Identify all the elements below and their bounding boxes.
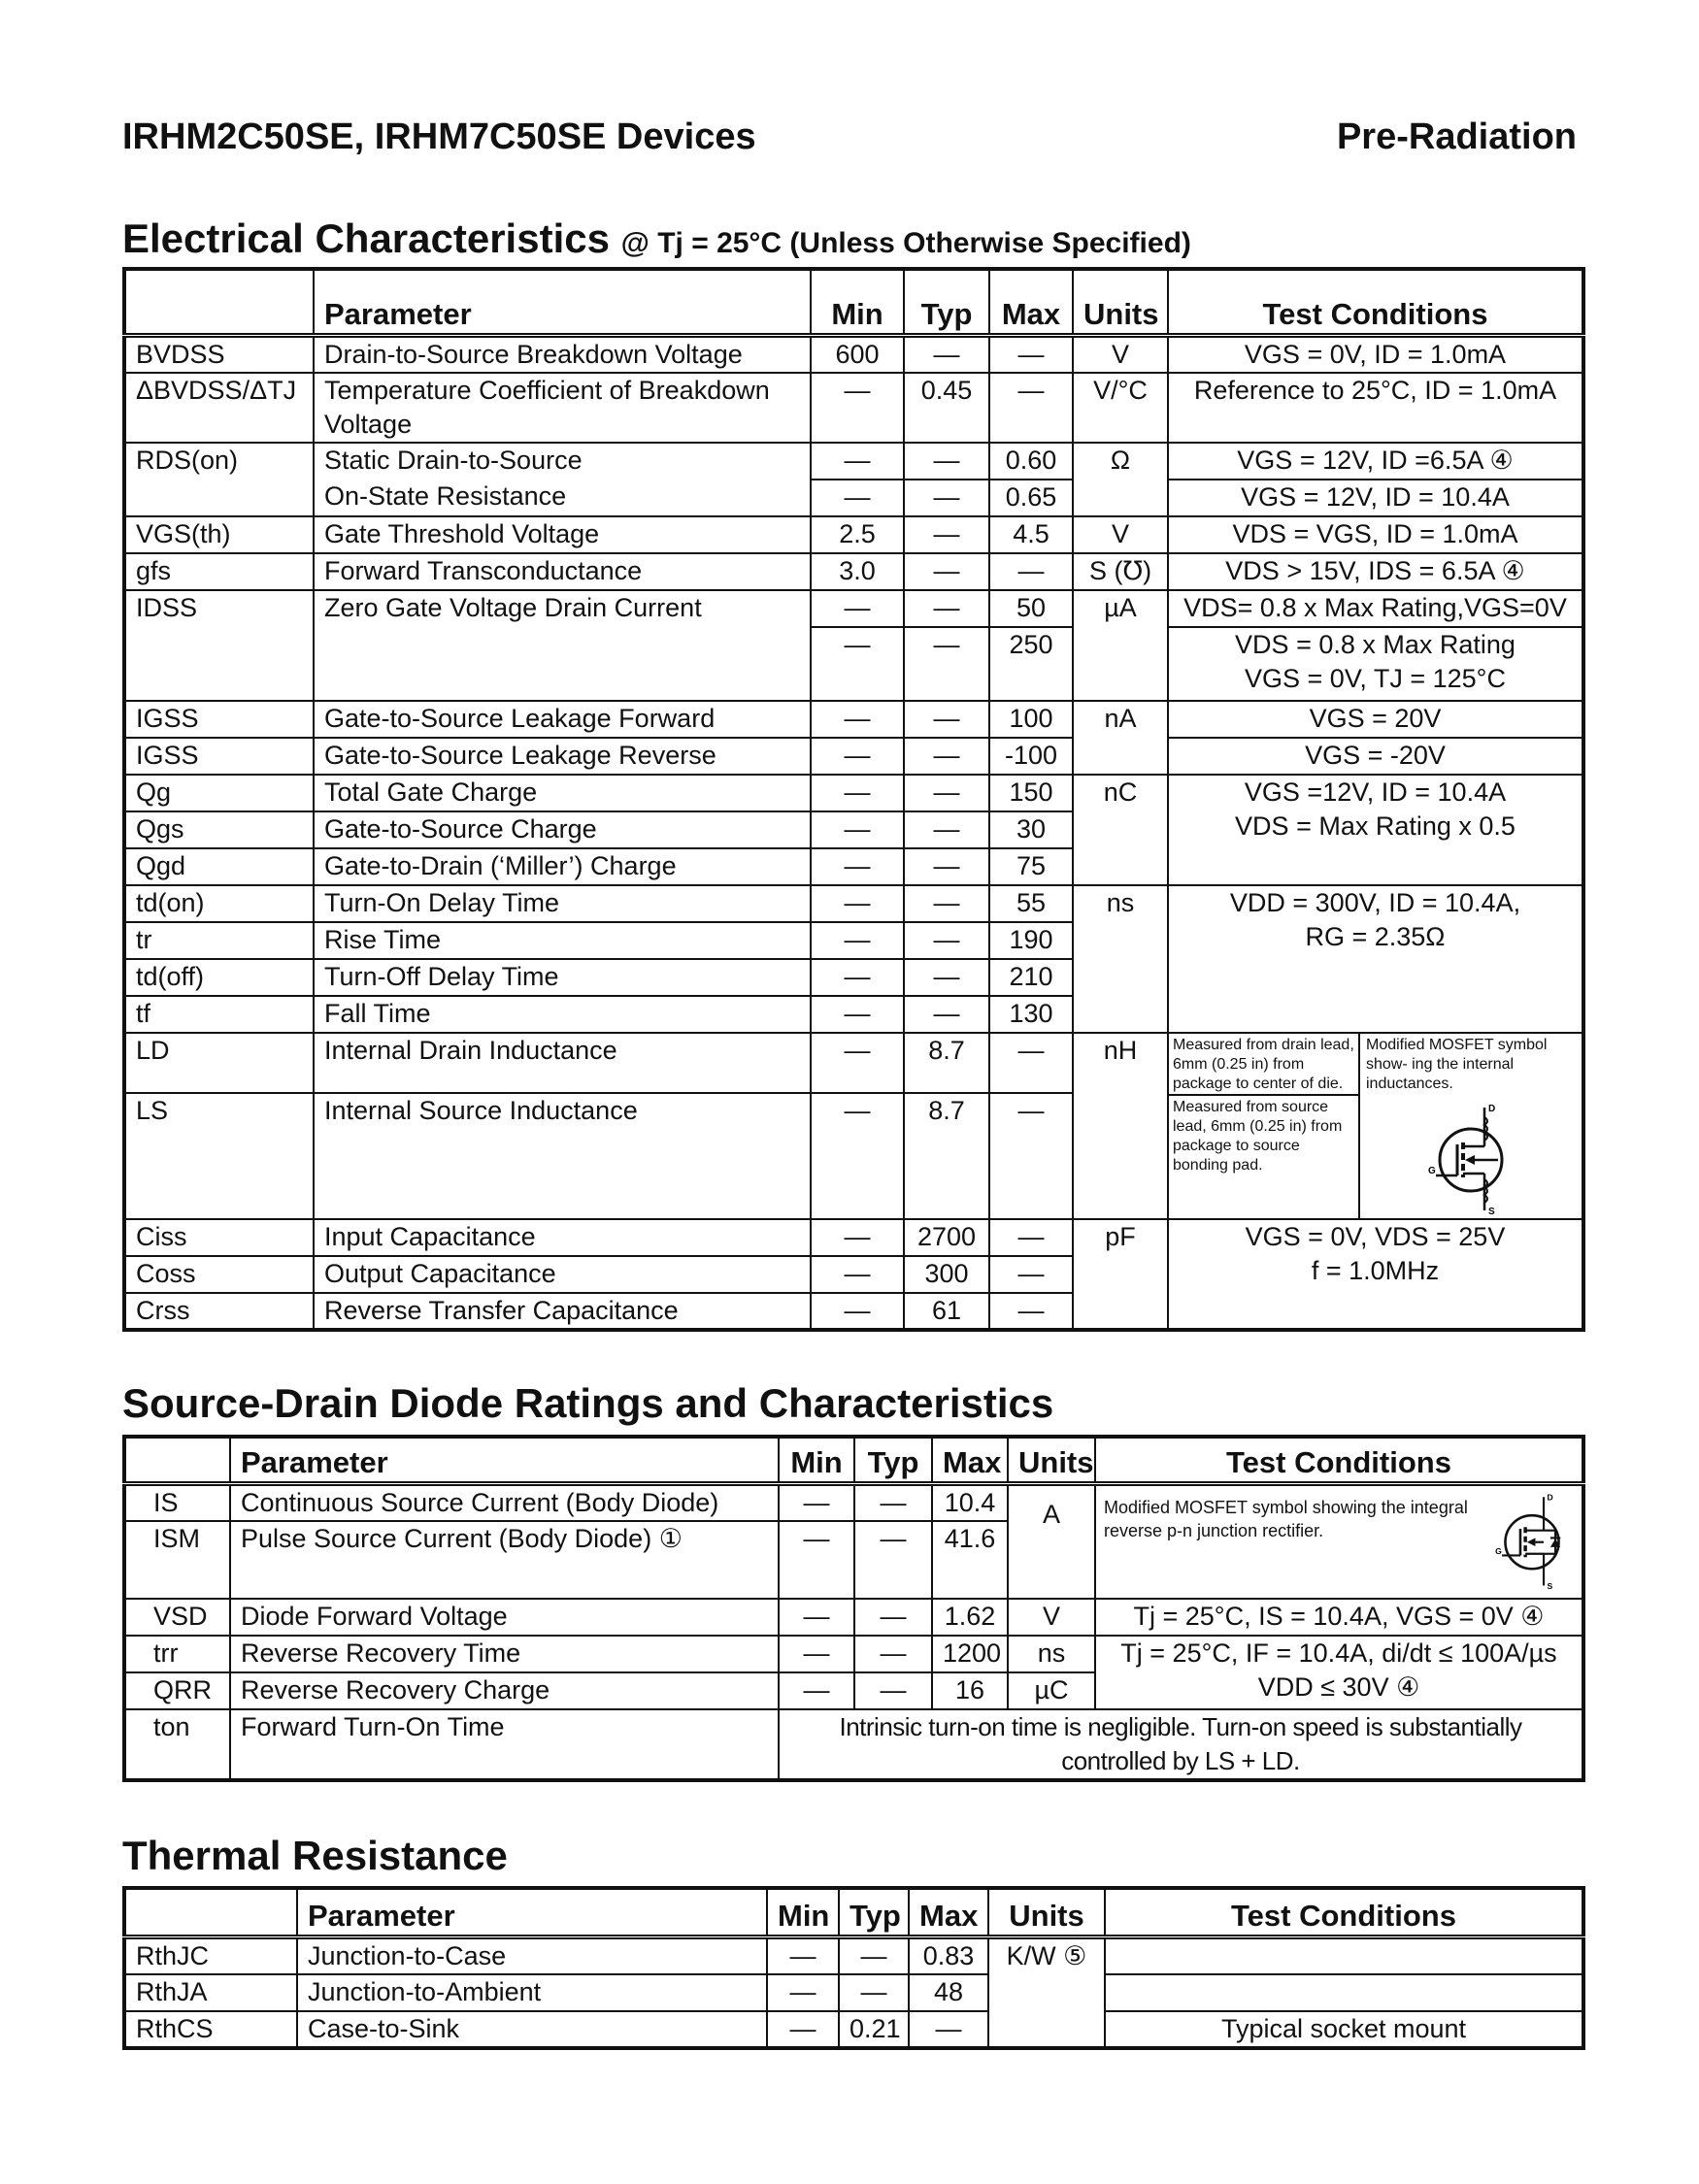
row-max: 4.5 bbox=[989, 516, 1073, 553]
row-symbol: BVDSS bbox=[124, 335, 314, 373]
row-typ: 8.7 bbox=[904, 1093, 989, 1218]
row-max: 55 bbox=[989, 885, 1073, 922]
col-units: Units bbox=[988, 1888, 1105, 1936]
row-typ: — bbox=[904, 627, 989, 701]
row-max: -100 bbox=[989, 738, 1073, 775]
col-parameter: Parameter bbox=[230, 1437, 779, 1483]
row-parameter: Drain-to-Source Breakdown Voltage bbox=[314, 335, 811, 373]
thermal-title: Thermal Resistance bbox=[122, 1833, 508, 1878]
row-min: — bbox=[767, 1936, 839, 1974]
row-min: — bbox=[779, 1672, 854, 1709]
col-typ: Typ bbox=[839, 1888, 909, 1936]
row-symbol: tf bbox=[124, 996, 314, 1033]
table-row bbox=[124, 335, 1583, 373]
row-parameter: Gate-to-Source Leakage Reverse bbox=[314, 738, 811, 775]
row-min: — bbox=[767, 2011, 839, 2048]
row-max: 210 bbox=[989, 959, 1073, 996]
row-typ: — bbox=[839, 1936, 909, 1974]
condition-text: VDS > 15V, IDS = 6.5A ④ bbox=[1225, 555, 1525, 585]
row-units: µC bbox=[1008, 1672, 1095, 1709]
condition-text: Tj = 25°C, IF = 10.4A, di/dt ≤ 100A/µs bbox=[1120, 1638, 1557, 1668]
row-max: — bbox=[989, 1256, 1073, 1293]
row-symbol: Qgs bbox=[124, 811, 314, 848]
row-conditions bbox=[1168, 885, 1583, 1033]
electrical-subtitle: @ Tj = 25°C (Unless Otherwise Specified) bbox=[620, 227, 1191, 259]
row-symbol: RthJC bbox=[124, 1936, 297, 1974]
col-symbol bbox=[124, 269, 314, 335]
row-min: — bbox=[811, 627, 904, 701]
row-parameter: Turn-Off Delay Time bbox=[314, 959, 811, 996]
row-max: 130 bbox=[989, 996, 1073, 1033]
row-conditions: Typical socket mount bbox=[1105, 2011, 1583, 2048]
diode-title: Source-Drain Diode Ratings and Characteristics bbox=[122, 1380, 1054, 1426]
row-min: — bbox=[779, 1521, 854, 1599]
row-units: V bbox=[1073, 335, 1168, 373]
row-symbol: Coss bbox=[124, 1256, 314, 1293]
condition-text: VGS = 0V, ID = 1.0mA bbox=[1244, 339, 1507, 369]
condition-text: VDS= 0.8 x Max Rating,VGS=0V bbox=[1183, 592, 1567, 622]
row-parameter: Junction-to-Ambient bbox=[297, 1974, 767, 2011]
col-symbol bbox=[124, 1888, 297, 1936]
row-min: 2.5 bbox=[811, 516, 904, 553]
row-min: — bbox=[811, 590, 904, 627]
ls-note: Measured from source lead, 6mm (0.25 in) from package to source bonding pad. bbox=[1173, 1098, 1343, 1174]
device-header: IRHM2C50SE, IRHM7C50SE Devices bbox=[122, 116, 756, 157]
row-conditions bbox=[1105, 1974, 1583, 2011]
row-symbol: Qgd bbox=[124, 848, 314, 885]
col-units: Units bbox=[1008, 1437, 1095, 1483]
row-typ: — bbox=[904, 443, 989, 480]
row-symbol: RDS(on) bbox=[124, 443, 314, 516]
condition-text: VGS =12V, ID = 10.4A bbox=[1244, 777, 1507, 807]
row-typ: — bbox=[904, 738, 989, 775]
row-max: 16 bbox=[932, 1672, 1008, 1709]
table-row bbox=[124, 1033, 1583, 1094]
row-typ: 0.45 bbox=[904, 373, 989, 443]
row-conditions bbox=[1168, 775, 1583, 885]
row-parameter: Rise Time bbox=[314, 922, 811, 959]
col-conditions: Test Conditions bbox=[1105, 1888, 1583, 1936]
condition-text-2: RG = 2.35Ω bbox=[1305, 921, 1446, 951]
col-typ: Typ bbox=[904, 269, 989, 335]
row-min: 3.0 bbox=[811, 553, 904, 590]
condition-text: VGS = 12V, ID = 10.4A bbox=[1241, 481, 1510, 512]
inductance-conditions bbox=[1168, 1033, 1583, 1219]
row-conditions bbox=[1168, 335, 1583, 373]
row-units: Ω bbox=[1073, 443, 1168, 516]
row-max: — bbox=[989, 1219, 1073, 1256]
col-parameter: Parameter bbox=[297, 1888, 767, 1936]
table-row bbox=[124, 885, 1583, 922]
svg-text:S: S bbox=[1488, 1206, 1495, 1216]
condition-text: VDS = VGS, ID = 1.0mA bbox=[1232, 518, 1518, 548]
condition-text: VGS = 0V, VDS = 25V bbox=[1245, 1221, 1506, 1251]
row-max: 1200 bbox=[932, 1636, 1008, 1672]
col-parameter: Parameter bbox=[314, 269, 811, 335]
row-typ: — bbox=[854, 1599, 932, 1636]
row-min: — bbox=[811, 443, 904, 480]
row-max: 100 bbox=[989, 701, 1073, 738]
table-row bbox=[124, 1599, 1583, 1636]
row-symbol: IDSS bbox=[124, 590, 314, 701]
row-parameter: Zero Gate Voltage Drain Current bbox=[314, 590, 811, 701]
row-parameter: Gate-to-Drain (‘Miller’) Charge bbox=[314, 848, 811, 885]
row-typ: — bbox=[904, 959, 989, 996]
row-typ: — bbox=[904, 553, 989, 590]
table-row bbox=[124, 480, 1583, 516]
row-max: 41.6 bbox=[932, 1521, 1008, 1599]
table-row bbox=[124, 1974, 1583, 2011]
condition-text: VGS = -20V bbox=[1305, 740, 1446, 770]
row-min: — bbox=[779, 1636, 854, 1672]
row-parameter: Gate-to-Source Leakage Forward bbox=[314, 701, 811, 738]
row-min: — bbox=[811, 1293, 904, 1330]
condition-text: VGS = 12V, ID =6.5A ④ bbox=[1237, 445, 1514, 475]
row-min: — bbox=[811, 1033, 904, 1094]
row-typ: — bbox=[904, 885, 989, 922]
row-units: nC bbox=[1073, 775, 1168, 885]
table-row bbox=[124, 738, 1583, 775]
col-symbol bbox=[124, 1437, 230, 1483]
svg-text:G: G bbox=[1428, 1165, 1436, 1176]
row-units: µA bbox=[1073, 590, 1168, 701]
row-symbol: VGS(th) bbox=[124, 516, 314, 553]
col-min: Min bbox=[811, 269, 904, 335]
row-units: ns bbox=[1008, 1636, 1095, 1672]
row-max: — bbox=[989, 553, 1073, 590]
row-units: A bbox=[1008, 1483, 1095, 1599]
row-typ: 8.7 bbox=[904, 1033, 989, 1094]
electrical-title bbox=[122, 215, 1191, 262]
col-conditions: Test Conditions bbox=[1168, 269, 1583, 335]
row-conditions bbox=[1168, 590, 1583, 627]
condition-text-2: VDS = Max Rating x 0.5 bbox=[1235, 811, 1516, 841]
row-max: — bbox=[989, 1093, 1073, 1218]
row-typ: — bbox=[904, 775, 989, 811]
col-min: Min bbox=[779, 1437, 854, 1483]
row-parameter: On-State Resistance bbox=[314, 480, 811, 516]
table-row bbox=[124, 443, 1583, 480]
mosfet-note: Modified MOSFET symbol show- ing the internal inductances. bbox=[1366, 1036, 1548, 1092]
row-typ: — bbox=[904, 811, 989, 848]
row-max: — bbox=[989, 373, 1073, 443]
row-min: — bbox=[811, 996, 904, 1033]
condition-text: VDD = 300V, ID = 10.4A, bbox=[1229, 887, 1521, 917]
svg-text:S: S bbox=[1547, 1580, 1553, 1591]
row-min: — bbox=[811, 1219, 904, 1256]
row-conditions bbox=[1168, 627, 1583, 701]
row-parameter: Static Drain-to-Source bbox=[314, 443, 811, 480]
row-typ: 0.21 bbox=[839, 2011, 909, 2048]
row-typ: — bbox=[904, 335, 989, 373]
mosfet-symbol-icon bbox=[1490, 1490, 1574, 1591]
table-row bbox=[124, 1636, 1583, 1672]
col-units: Units bbox=[1073, 269, 1168, 335]
table-row bbox=[124, 1709, 1583, 1780]
condition-text-2: VGS = 0V, TJ = 125°C bbox=[1245, 663, 1506, 693]
electrical-table bbox=[122, 267, 1585, 1332]
row-symbol: ΔBVDSS/ΔTJ bbox=[124, 373, 314, 443]
row-units: V/°C bbox=[1073, 373, 1168, 443]
row-typ: — bbox=[854, 1672, 932, 1709]
row-conditions bbox=[1168, 443, 1583, 480]
col-max: Max bbox=[989, 269, 1073, 335]
row-min: — bbox=[811, 701, 904, 738]
row-symbol: gfs bbox=[124, 553, 314, 590]
row-min: — bbox=[811, 1256, 904, 1293]
row-symbol: tr bbox=[124, 922, 314, 959]
condition-text: VGS = 20V bbox=[1309, 703, 1442, 733]
row-parameter: Forward Transconductance bbox=[314, 553, 811, 590]
row-typ: 300 bbox=[904, 1256, 989, 1293]
row-min: — bbox=[811, 885, 904, 922]
row-max: 48 bbox=[909, 1974, 988, 2011]
row-symbol: trr bbox=[124, 1636, 230, 1672]
row-max: 75 bbox=[989, 848, 1073, 885]
row-symbol: LD bbox=[124, 1033, 314, 1094]
row-min: — bbox=[767, 1974, 839, 2011]
row-min: — bbox=[811, 959, 904, 996]
row-parameter: Output Capacitance bbox=[314, 1256, 811, 1293]
row-symbol: VSD bbox=[124, 1599, 230, 1636]
svg-text:D: D bbox=[1488, 1103, 1496, 1114]
row-symbol: ton bbox=[124, 1709, 230, 1780]
row-conditions bbox=[1168, 373, 1583, 443]
row-conditions bbox=[1168, 701, 1583, 738]
mosfet-symbol-icon bbox=[1422, 1100, 1519, 1216]
row-symbol: QRR bbox=[124, 1672, 230, 1709]
condition-text-2: f = 1.0MHz bbox=[1311, 1255, 1440, 1285]
row-typ: — bbox=[904, 922, 989, 959]
row-symbol: ISM bbox=[124, 1521, 230, 1599]
row-max: 0.60 bbox=[989, 443, 1073, 480]
row-typ: — bbox=[839, 1974, 909, 2011]
table-row bbox=[124, 775, 1583, 811]
row-symbol: td(off) bbox=[124, 959, 314, 996]
table-row bbox=[124, 373, 1583, 443]
row-typ: — bbox=[854, 1483, 932, 1521]
table-row bbox=[124, 1936, 1583, 1974]
row-symbol: RthJA bbox=[124, 1974, 297, 2011]
row-symbol: Qg bbox=[124, 775, 314, 811]
row-min: — bbox=[811, 480, 904, 516]
row-parameter: Internal Drain Inductance bbox=[314, 1033, 811, 1094]
row-symbol: IGSS bbox=[124, 701, 314, 738]
row-units: V bbox=[1008, 1599, 1095, 1636]
table-row bbox=[124, 553, 1583, 590]
row-min: — bbox=[779, 1599, 854, 1636]
col-conditions: Test Conditions bbox=[1095, 1437, 1583, 1483]
col-max: Max bbox=[909, 1888, 988, 1936]
svg-text:D: D bbox=[1547, 1492, 1553, 1503]
row-conditions bbox=[1168, 516, 1583, 553]
row-conditions bbox=[1168, 738, 1583, 775]
row-conditions bbox=[1168, 480, 1583, 516]
condition-text: Reference to 25°C, ID = 1.0mA bbox=[1193, 375, 1557, 405]
row-max: — bbox=[909, 2011, 988, 2048]
row-parameter: Reverse Recovery Charge bbox=[230, 1672, 779, 1709]
row-typ: — bbox=[904, 848, 989, 885]
row-symbol: Crss bbox=[124, 1293, 314, 1330]
row-max: 0.83 bbox=[909, 1936, 988, 1974]
row-units: pF bbox=[1073, 1219, 1168, 1330]
row-units: nA bbox=[1073, 701, 1168, 775]
row-max: 10.4 bbox=[932, 1483, 1008, 1521]
row-parameter: Junction-to-Case bbox=[297, 1936, 767, 1974]
row-min: 600 bbox=[811, 335, 904, 373]
row-max: 250 bbox=[989, 627, 1073, 701]
table-row bbox=[124, 590, 1583, 627]
thermal-table bbox=[122, 1886, 1585, 2050]
turn-on-note: Intrinsic turn-on time is negligible. Turn-on speed is substantially controlled by LS + LD. bbox=[779, 1709, 1583, 1780]
row-parameter: Pulse Source Current (Body Diode) ① bbox=[230, 1521, 779, 1599]
row-min: — bbox=[811, 922, 904, 959]
ld-note: Measured from drain lead, 6mm (0.25 in) from package to center of die. bbox=[1169, 1034, 1358, 1096]
row-conditions bbox=[1168, 1219, 1583, 1330]
row-symbol: IS bbox=[124, 1483, 230, 1521]
row-parameter: Gate-to-Source Charge bbox=[314, 811, 811, 848]
diode-note: Modified MOSFET symbol showing the integral reverse p-n junction rectifier. bbox=[1104, 1497, 1468, 1540]
row-min: — bbox=[779, 1483, 854, 1521]
table-row bbox=[124, 1483, 1583, 1521]
row-min: — bbox=[811, 848, 904, 885]
row-symbol: RthCS bbox=[124, 2011, 297, 2048]
row-typ: — bbox=[904, 590, 989, 627]
row-parameter: Internal Source Inductance bbox=[314, 1093, 811, 1218]
row-typ: — bbox=[854, 1521, 932, 1599]
condition-text-2: VDD ≤ 30V ④ bbox=[1257, 1671, 1420, 1702]
table-row bbox=[124, 516, 1583, 553]
row-typ: 61 bbox=[904, 1293, 989, 1330]
row-conditions bbox=[1095, 1636, 1583, 1709]
row-parameter: Continuous Source Current (Body Diode) bbox=[230, 1483, 779, 1521]
row-symbol: Ciss bbox=[124, 1219, 314, 1256]
row-parameter: Turn-On Delay Time bbox=[314, 885, 811, 922]
row-symbol: LS bbox=[124, 1093, 314, 1218]
table-row bbox=[124, 1219, 1583, 1256]
row-conditions: Tj = 25°C, IS = 10.4A, VGS = 0V ④ bbox=[1095, 1599, 1583, 1636]
row-parameter: Fall Time bbox=[314, 996, 811, 1033]
row-min: — bbox=[811, 775, 904, 811]
pre-radiation-header: Pre-Radiation bbox=[1336, 116, 1577, 157]
row-parameter: Temperature Coefficient of Breakdown Voltage bbox=[314, 373, 811, 443]
table-row bbox=[124, 701, 1583, 738]
col-max: Max bbox=[932, 1437, 1008, 1483]
row-conditions bbox=[1168, 553, 1583, 590]
svg-text:G: G bbox=[1495, 1545, 1502, 1556]
row-typ: — bbox=[904, 996, 989, 1033]
row-parameter: Forward Turn-On Time bbox=[230, 1709, 779, 1780]
row-units: ns bbox=[1073, 885, 1168, 1033]
row-max: — bbox=[989, 335, 1073, 373]
row-min: — bbox=[811, 373, 904, 443]
condition-text: VDS = 0.8 x Max Rating bbox=[1235, 629, 1516, 659]
row-min: — bbox=[811, 1093, 904, 1218]
row-typ: — bbox=[904, 480, 989, 516]
row-min: — bbox=[811, 811, 904, 848]
table-row bbox=[124, 2011, 1583, 2048]
row-units: K/W ⑤ bbox=[988, 1936, 1105, 2048]
row-symbol: td(on) bbox=[124, 885, 314, 922]
row-max: 1.62 bbox=[932, 1599, 1008, 1636]
row-parameter: Gate Threshold Voltage bbox=[314, 516, 811, 553]
row-max: 190 bbox=[989, 922, 1073, 959]
row-min: — bbox=[811, 738, 904, 775]
diode-conditions bbox=[1095, 1483, 1583, 1599]
row-max: 30 bbox=[989, 811, 1073, 848]
row-typ: — bbox=[904, 701, 989, 738]
electrical-title-text: Electrical Characteristics bbox=[122, 215, 610, 261]
row-max: — bbox=[989, 1033, 1073, 1094]
row-conditions bbox=[1105, 1936, 1583, 1974]
row-typ: — bbox=[854, 1636, 932, 1672]
diode-table bbox=[122, 1435, 1585, 1782]
col-typ: Typ bbox=[854, 1437, 932, 1483]
row-parameter: Reverse Transfer Capacitance bbox=[314, 1293, 811, 1330]
row-max: 50 bbox=[989, 590, 1073, 627]
row-typ: 2700 bbox=[904, 1219, 989, 1256]
row-symbol: IGSS bbox=[124, 738, 314, 775]
row-max: — bbox=[989, 1293, 1073, 1330]
row-parameter: Input Capacitance bbox=[314, 1219, 811, 1256]
row-typ: — bbox=[904, 516, 989, 553]
row-parameter: Case-to-Sink bbox=[297, 2011, 767, 2048]
col-min: Min bbox=[767, 1888, 839, 1936]
row-units: V bbox=[1073, 516, 1168, 553]
row-max: 150 bbox=[989, 775, 1073, 811]
row-parameter: Total Gate Charge bbox=[314, 775, 811, 811]
row-parameter: Reverse Recovery Time bbox=[230, 1636, 779, 1672]
row-max: 0.65 bbox=[989, 480, 1073, 516]
row-units: nH bbox=[1073, 1033, 1168, 1219]
row-units: S (℧) bbox=[1073, 553, 1168, 590]
row-parameter: Diode Forward Voltage bbox=[230, 1599, 779, 1636]
